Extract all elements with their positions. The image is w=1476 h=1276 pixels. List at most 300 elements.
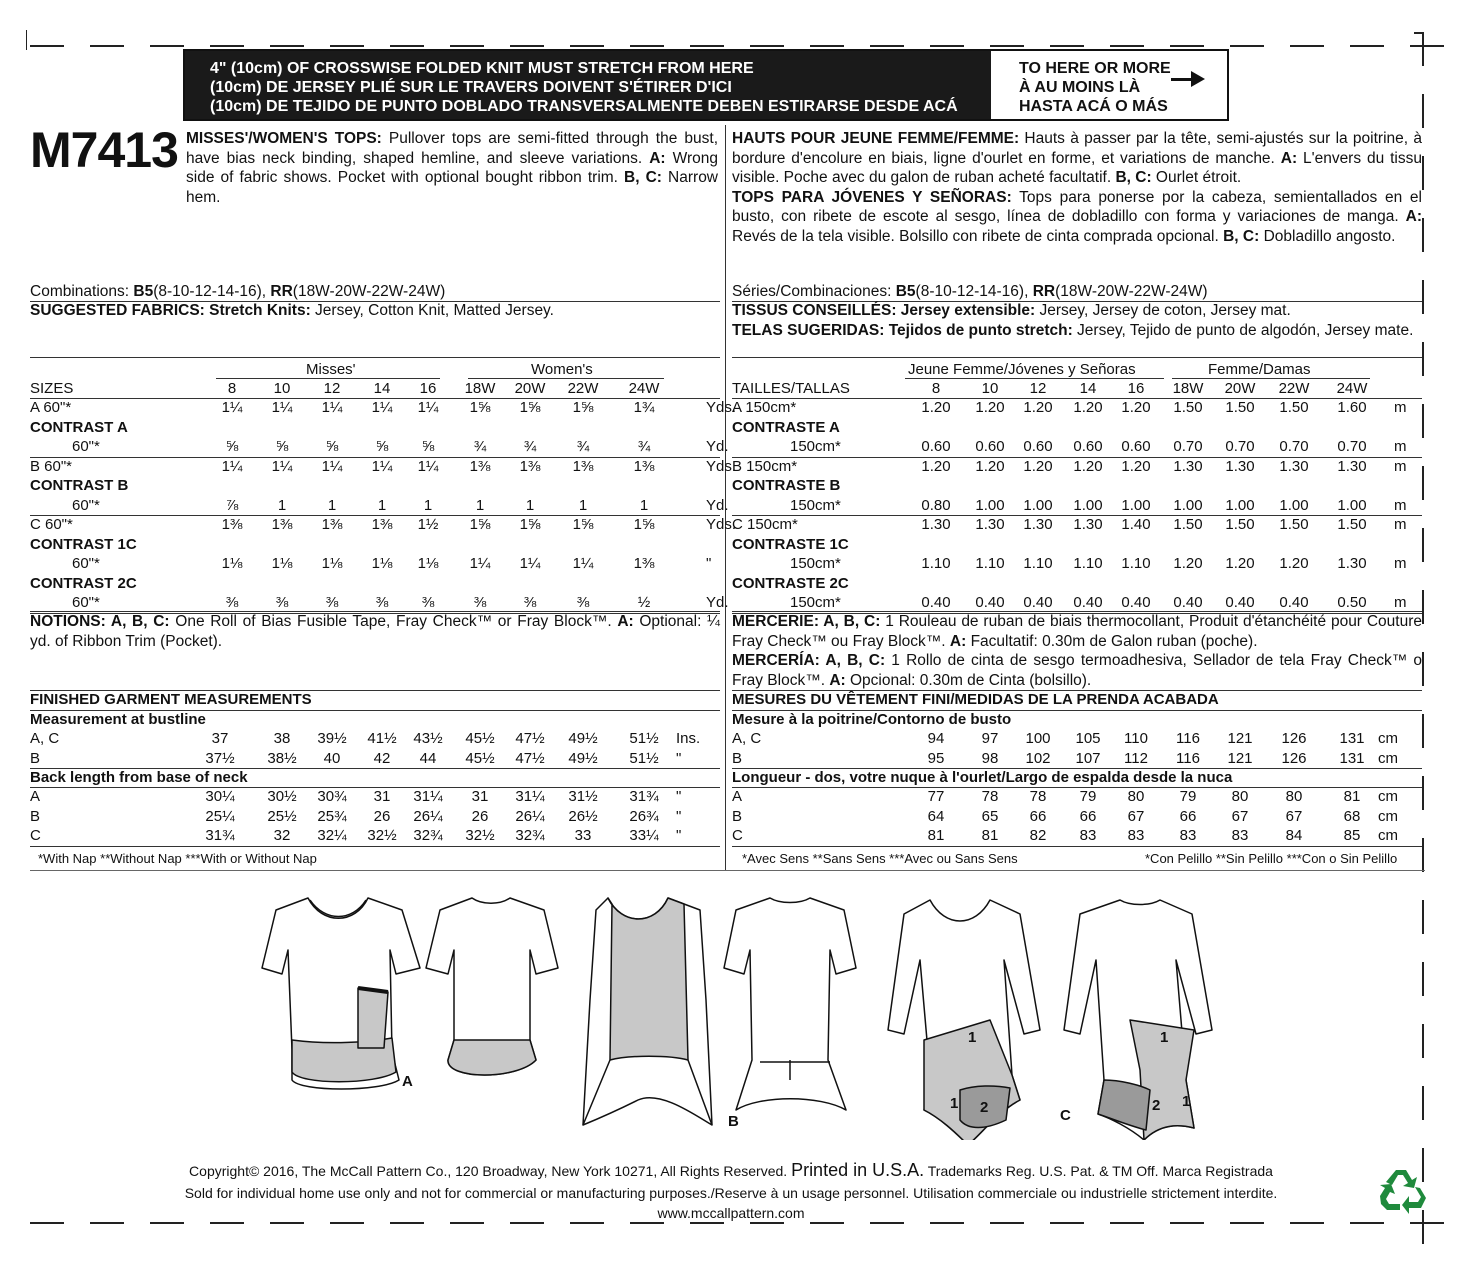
yardage-label: 150cm* [790,555,841,572]
yardage-value: 1 [377,496,387,514]
cut-line-dash [1422,652,1424,686]
measurement-value: 45½ [465,730,495,747]
size-header: 18W [464,380,496,397]
yardage-unit: Yd. [706,438,729,455]
sizes-label: SIZES [30,380,74,397]
yardage-value: 1.20 [921,457,951,475]
yardage-row [732,593,1422,613]
measurement-row [30,787,720,807]
view-b-back-illustration [724,898,856,1110]
yardage-value: 1.20 [1279,555,1309,572]
size-header: 10 [981,380,999,397]
yardage-value: 1⅝ [519,399,541,416]
yardage-value: 1.00 [1173,496,1203,514]
cut-line-dash [1422,776,1424,810]
sizes-row [732,379,1422,399]
yardage-value: 1.30 [1279,457,1309,475]
yardage-value: 1.00 [1279,496,1309,514]
yardage-row [30,437,729,457]
yardage-value: 1⅝ [469,516,491,533]
yardage-value: ⅜ [275,594,289,611]
yardage-label: CONTRAST 1C [30,535,137,553]
yardage-value: 0.60 [921,438,951,455]
yardage-value: 1.10 [1121,555,1151,572]
yardage-value: ⅜ [225,594,239,611]
yardage-value: 0.70 [1337,438,1367,455]
yardage-label: CONTRAST B [30,477,129,494]
yardage-value: 1¾ [633,399,655,416]
yardage-value: ⅝ [275,438,289,455]
yardage-value: ¾ [637,438,651,455]
piece-label: 1 [1182,1093,1191,1110]
yardage-value: 1.00 [1073,496,1103,514]
measurement-value: 66 [1079,807,1097,825]
measurement-value: 40 [323,749,341,767]
yardage-value: 1¼ [519,555,541,572]
measurement-value: 66 [1179,807,1197,825]
measurement-value: 77 [927,788,945,805]
yardage-value: 0.40 [1023,594,1053,611]
yardage-value: 1.20 [975,399,1005,416]
cut-line-dash [450,45,484,47]
measurement-unit: cm [1378,730,1398,747]
arrow-right-icon [1171,78,1197,81]
rule-line [732,515,1422,516]
yardage-value: 1⅛ [221,555,243,572]
yardage-value: 1.50 [1173,516,1203,533]
yardage-value: ⅜ [375,594,389,611]
measurement-row [732,749,1422,769]
yardage-row [732,457,1422,477]
yardage-value: ⅝ [375,438,389,455]
yardage-value: 0.60 [1121,438,1151,455]
measurement-unit: " [676,749,682,767]
measurement-label: C [30,827,41,844]
garment-illustrations [0,880,1476,1140]
measurement-value: 121 [1227,749,1253,767]
measurement-value: 31¾ [205,827,235,844]
yardage-value: 1¼ [572,555,594,572]
cut-line-dash [1422,528,1424,562]
measurement-value: 83 [1127,827,1145,844]
measurement-value: 43½ [413,730,443,747]
measurement-label: A, C [30,730,60,747]
measurement-value: 82 [1029,827,1047,844]
cut-line-dash [1422,590,1424,624]
size-header: 16 [1127,380,1145,397]
description-fr-es: HAUTS POUR JEUNE FEMME/FEMME: Hauts à passer par la tête, semi-ajustés sur la poitrine, à bordure d'encolure en biais, ligne d'ourlet en forme, et variations de manche. A: L'envers du tissu visible. Poche avec du galon de ruban acheté facultatif. B, C: Ourlet étroit. TOPS PARA JÓVENES Y SEÑORAS: Tops para ponerse por la cabeza, semientallados en el busto, con ribete de escote al sesgo, línea de dobladillo con forma y variaciones de manga. A: Revés de la tela visible. Bolsillo con ribete de cinta comprada opcional. B, C: Dobladillo angosto. [732,130,1422,245]
cut-line-dash [1422,342,1424,376]
yardage-value: 1⅜ [633,555,655,572]
yardage-value: 1⅛ [371,555,393,572]
measurement-value: 25¾ [317,807,347,825]
yardage-value: 1.60 [1337,399,1367,416]
measurement-label: B [30,807,41,825]
cut-line-dash [870,45,904,47]
measurement-value: 83 [1179,827,1197,844]
view-label-a: A [402,1073,413,1090]
suggested-fabrics-en: SUGGESTED FABRICS: Stretch Knits: Jersey, Cotton Knit, Matted Jersey. [30,302,554,319]
yardage-label: CONTRASTE 2C [732,574,849,592]
yardage-value: 1.20 [1073,399,1103,416]
rule-line [30,357,720,358]
measurement-value: 51½ [629,749,659,767]
measurement-value: 68 [1343,807,1361,825]
yardage-value: 0.40 [1073,594,1103,611]
yardage-value: ¾ [523,438,537,455]
piece-label: 2 [980,1099,989,1116]
measurement-value: 81 [1343,788,1361,805]
yardage-value: ⅜ [421,594,435,611]
yardage-value: 1.50 [1225,399,1255,416]
cut-line-dash [1422,156,1424,190]
cut-line-dash [1110,45,1144,47]
measurement-value: 51½ [629,730,659,747]
yardage-value: ⅝ [421,438,435,455]
measurement-value: 80 [1285,788,1303,805]
yardage-value: 1⅜ [572,457,594,475]
yardage-value: ¾ [576,438,590,455]
yardage-label: 150cm* [790,438,841,455]
yardage-value: 1.50 [1337,516,1367,533]
measurement-row [30,749,720,769]
en-group-1: Misses' [306,361,356,378]
measurement-value: 49½ [568,730,598,747]
yardage-row [30,535,720,555]
yardage-row [30,496,729,516]
yardage-value: 0.50 [1337,594,1367,611]
yardage-row [30,418,720,438]
nap-note-en: *With Nap **Without Nap ***With or Without Nap [38,851,317,866]
yardage-value: 1.30 [975,516,1005,533]
measurement-value: 100 [1025,730,1051,747]
yardage-value: 1.20 [1023,457,1053,475]
notions-fr-es: MERCERIE: A, B, C: 1 Rouleau de ruban de biais thermocollant, Produit d'étanchéité pour Couture Fray Check™ ou Fray Block™. A: Facultatif: 0.30m de Galon ruban (poche). MERCERÍA: A, B, C: 1 Rollo de cinta de sesgo termoadhesiva, Sellador de tela Fray Check™ o Fray Block™. A: Opcional: 0.30m de Cinta (bolsillo). [732,613,1422,689]
measurement-value: 66 [1029,807,1047,825]
cut-line-dash [1290,45,1324,47]
measurement-value: 32¾ [515,827,545,844]
sizes-label: TAILLES/TALLAS [732,380,850,397]
yardage-value: 0.80 [921,496,951,514]
measurement-value: 107 [1075,749,1101,767]
yardage-value: 1.20 [1073,457,1103,475]
cut-line-dash [1170,45,1204,47]
measurement-value: 25¼ [205,807,235,825]
nap-note-fr: *Avec Sens **Sans Sens ***Avec ou Sans Sens [742,851,1018,866]
measurement-value: 79 [1079,788,1097,805]
yardage-unit: m [1394,516,1407,533]
yardage-row [30,554,720,574]
measurement-value: 31½ [568,788,598,805]
measurement-label: B [732,807,743,825]
measurement-value: 26¼ [515,807,545,825]
measurement-unit: " [676,807,682,825]
recycle-icon [1376,1166,1430,1216]
yardage-value: 1.00 [1023,496,1053,514]
yardage-value: 1⅝ [519,516,541,533]
measurement-value: 32½ [465,827,495,844]
size-header: 16 [419,380,437,397]
yardage-row [30,476,720,496]
measurement-value: 81 [981,827,999,844]
yardage-value: 1.20 [1173,555,1203,572]
yardage-label: CONTRAST 2C [30,574,137,592]
stretch-gauge-target: TO HERE OR MORE À AU MOINS LÀ HASTA ACÁ O MÁS [991,51,1227,119]
size-header: 14 [1079,380,1097,397]
measurement-value: 102 [1025,749,1051,767]
corner-mark-left [26,30,27,50]
view-a-front-illustration [262,898,420,1089]
measurement-row [732,826,1422,846]
yardage-value: 1.00 [975,496,1005,514]
size-header: 18W [1172,380,1204,397]
yardage-value: 1¼ [271,399,293,416]
measurement-value: 44 [419,749,437,767]
measurement-value: 26½ [568,807,598,825]
yardage-value: ½ [637,594,651,611]
yardage-value: 1⅛ [271,555,293,572]
measurement-value: 78 [981,788,999,805]
cut-line-dash [990,45,1024,47]
rule-line [732,357,1422,358]
yardage-row [732,476,1422,496]
cut-line-dash [630,45,664,47]
nap-note-es: *Con Pelillo **Sin Pelillo ***Con o Sin Pelillo [1145,851,1398,866]
yardage-label: A 150cm* [732,399,797,416]
measurement-unit: " [676,827,682,844]
yardage-label: 60"* [72,438,100,455]
yardage-value: 1¼ [321,399,343,416]
yardage-row [732,398,1422,418]
yardage-unit: Yd. [706,594,729,611]
cut-line-dash [1410,45,1444,47]
yardage-value: 0.70 [1225,438,1255,455]
yardage-value: 1 [578,496,588,514]
yardage-unit: Yds. [706,457,737,475]
yardage-label: 150cm* [790,496,841,514]
yardage-value: 1⅛ [321,555,343,572]
usage-notice: Sold for individual home use only and not for commercial or manufacturing purposes./Reserve à un usage personnel. Utilisation commerciale ou industrielle strictement interdite. [184,1185,1278,1201]
yardage-value: 1⅜ [321,516,343,533]
measurement-row [732,787,1422,807]
sizes-row [30,379,720,399]
measurement-value: 38 [273,730,291,747]
yardage-value: 0.60 [1073,438,1103,455]
measurement-label: C [732,827,743,844]
measurement-value: 30½ [267,788,297,805]
copyright-line: Copyright© 2016, The McCall Pattern Co., 120 Broadway, New York 10271, All Rights Reserved. Printed in U.S.A. Trademarks Reg. U.S. Pat. & TM Off. Marca Registrada [189,1160,1273,1180]
size-header: 14 [373,380,391,397]
yardage-unit: m [1394,457,1407,475]
yardage-value: 0.40 [1225,594,1255,611]
yardage-value: 1.50 [1279,399,1309,416]
yardage-label: CONTRASTE 1C [732,535,849,553]
measurement-value: 67 [1231,807,1249,825]
measurement-label: A [732,788,743,805]
measurement-value: 30¼ [205,788,235,805]
cut-line-dash [750,45,784,47]
measurement-value: 78 [1029,788,1047,805]
piece-label: 1 [968,1029,977,1046]
measurement-value: 45½ [465,749,495,767]
measurement-value: 32¾ [413,827,443,844]
measurement-value: 83 [1079,827,1097,844]
measurement-value: 116 [1176,749,1200,767]
yardage-label: C 150cm* [732,516,798,533]
yardage-value: 1.50 [1225,516,1255,533]
measurement-value: 31¼ [515,788,545,805]
measurement-value: 26 [373,807,391,825]
measurement-row [30,729,720,749]
yardage-label: CONTRASTE B [732,477,841,494]
view-label-b: B [728,1113,739,1130]
yardage-value: 1¼ [417,457,439,475]
yardage-label: 60"* [72,555,100,572]
measurement-value: 112 [1124,749,1148,767]
yardage-label: CONTRASTE A [732,418,840,436]
measurement-value: 38½ [267,749,297,767]
yardage-value: 1⅜ [469,457,491,475]
yardage-value: 1⅛ [417,555,439,572]
yardage-value: 1.20 [1121,457,1151,475]
stretch-gauge-banner [183,49,1229,121]
measurement-row [30,826,720,846]
yardage-row [732,418,1422,438]
measurement-unit: cm [1378,749,1398,767]
yardage-unit: m [1394,438,1407,455]
yardage-value: 0.40 [1173,594,1203,611]
measurement-value: 31¾ [629,788,659,805]
measurement-row [30,807,720,827]
yardage-value: 1¼ [371,399,393,416]
notions-en: NOTIONS: A, B, C: One Roll of Bias Fusible Tape, Fray Check™ or Fray Block™. A: Optional: ¼ yd. of Ribbon Trim (Pocket). [30,613,720,650]
cut-line-dash [1230,45,1264,47]
measurement-value: 81 [927,827,945,844]
measurement-value: 80 [1127,788,1145,805]
cut-line-dash [150,45,184,47]
yardage-value: ⅝ [325,438,339,455]
measurement-value: 126 [1281,730,1307,747]
yardage-value: 1⅜ [371,516,393,533]
yardage-label: CONTRAST A [30,418,128,436]
size-header: 20W [514,380,546,397]
measurement-value: 98 [981,749,999,767]
measurement-value: 80 [1231,788,1249,805]
measurement-value: 32 [273,827,291,844]
measurement-unit: Ins. [676,730,701,747]
measurement-value: 105 [1075,730,1101,747]
piece-label: 2 [1152,1097,1161,1114]
yardage-value: 1.30 [1337,555,1367,572]
yardage-unit: Yd. [706,496,729,514]
piece-label: 1 [950,1095,959,1112]
cut-line-dash [270,45,304,47]
measurement-value: 47½ [515,730,545,747]
measurement-value: 131 [1339,730,1365,747]
yardage-value: 1¼ [321,457,343,475]
cut-line-dash [1422,714,1424,748]
view-c-front-illustration [888,900,1040,1140]
yardage-unit: Yds. [706,516,737,533]
measurement-value: 116 [1176,730,1200,747]
view-a-back-illustration [426,898,558,1075]
size-header: 22W [1278,380,1310,397]
measurement-value: 32½ [367,827,397,844]
measurement-value: 49½ [568,749,598,767]
cut-line-dash [1422,218,1424,252]
view-b-front-illustration [583,898,712,1125]
cut-line-dash [1050,45,1084,47]
measurement-value: 37½ [205,749,235,767]
measurement-value: 26¼ [413,807,443,825]
measurement-value: 110 [1124,730,1148,747]
yardage-value: 1¼ [221,457,243,475]
yardage-label: C 60"* [30,516,73,533]
yardage-unit: " [706,555,712,572]
yardage-value: ⅝ [225,438,239,455]
yardage-value: ⅜ [473,594,487,611]
cut-line-dash [330,45,364,47]
yardage-value: 1¼ [469,555,491,572]
yardage-value: 1¼ [221,399,243,416]
measurement-value: 33¼ [629,827,659,844]
yardage-value: 0.40 [975,594,1005,611]
yardage-value: 1¼ [371,457,393,475]
fr-group-2: Femme/Damas [1208,361,1311,378]
measurement-value: 64 [927,807,945,825]
back-length-title: Back length from base of neck [30,769,248,786]
view-label-c: C [1060,1107,1071,1124]
measurement-row [732,807,1422,827]
yardage-row [30,593,729,613]
cut-line-dash [210,45,244,47]
yardage-value: 0.70 [1279,438,1309,455]
rule-line [30,457,720,458]
pattern-code: M7413 [30,122,178,178]
yardage-value: 1 [423,496,433,514]
yardage-value: 0.60 [975,438,1005,455]
yardage-unit: Yds. [706,399,737,416]
measurement-value: 67 [1285,807,1303,825]
yardage-row [732,437,1422,457]
yardage-value: 1⅜ [519,457,541,475]
yardage-row [732,554,1422,574]
measurement-value: 26 [471,807,489,825]
measurement-value: 42 [373,749,391,767]
cut-line-dash [1422,404,1424,438]
measurement-value: 41½ [367,730,397,747]
yardage-row [732,496,1422,516]
measurement-value: 94 [927,730,945,747]
bust-title: Mesure à la poitrine/Contorno de busto [732,711,1012,728]
measurement-label: A [30,788,41,805]
yardage-value: 0.40 [921,594,951,611]
size-header: 12 [323,380,341,397]
yardage-value: 1⅜ [221,516,243,533]
measurement-label: B [30,749,41,767]
cut-line-dash [1422,466,1424,500]
piece-label: 1 [1160,1029,1169,1046]
measurement-value: 131 [1339,749,1365,767]
cut-line-dash [1422,838,1424,872]
cut-line-dash [30,45,64,47]
yardage-row [732,574,1422,594]
cut-line-dash [930,45,964,47]
en-group-2: Women's [531,361,593,378]
measurement-value: 39½ [317,730,347,747]
measurement-value: 84 [1285,827,1303,844]
yardage-value: 1.20 [1225,555,1255,572]
